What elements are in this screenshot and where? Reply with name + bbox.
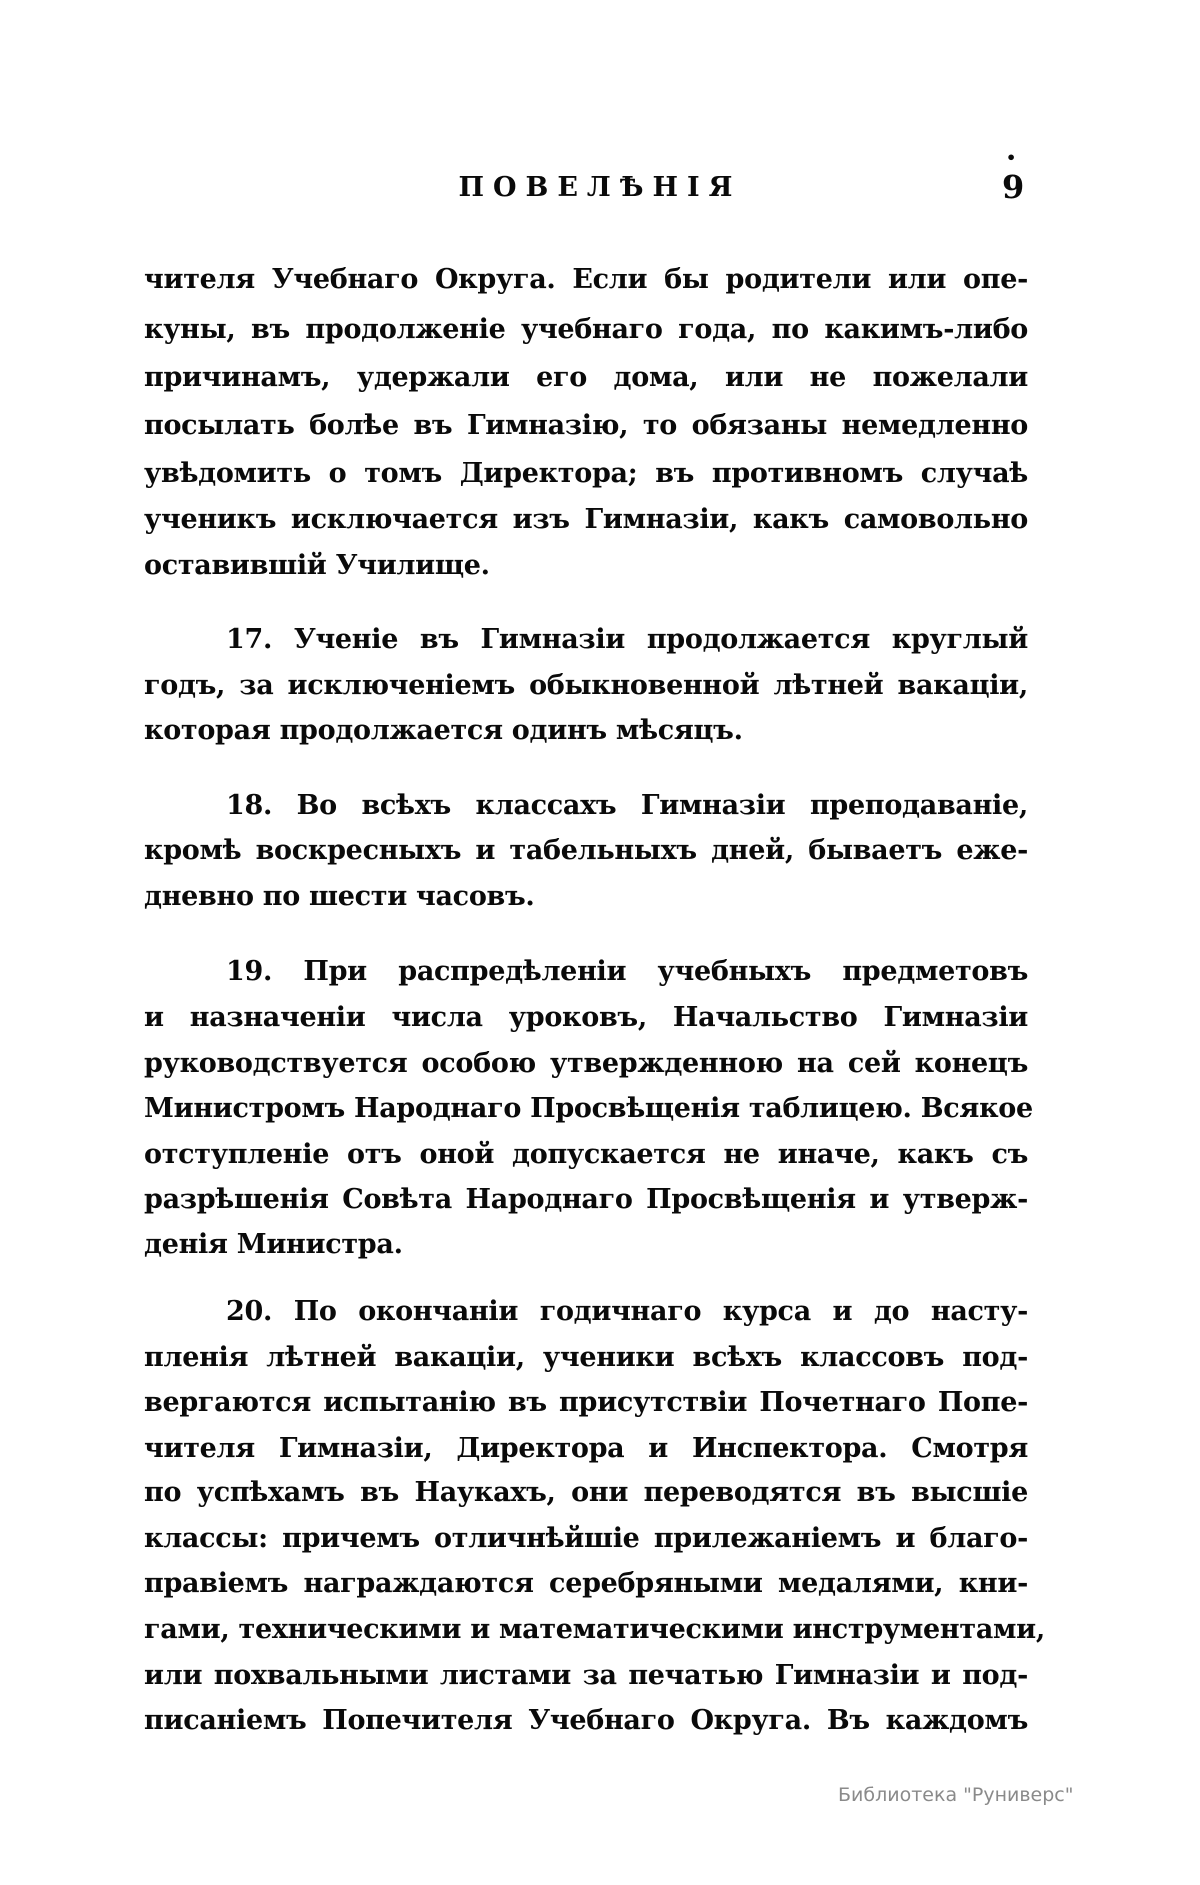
text-line: пленія лѣтней вакаціи, ученики всѣхъ классовъ под- (144, 1342, 1028, 1373)
text-line: посылать болѣе въ Гимназію, то обязаны немедленно (144, 410, 1028, 441)
page-number: 9 (1002, 168, 1025, 206)
text-line: увѣдомить о томъ Директора; въ противномъ случаѣ (144, 458, 1028, 489)
text-line: причинамъ, удержали его дома, или не пожелали (144, 362, 1028, 393)
text-line: 19. При распредѣленіи учебныхъ предметовъ (226, 956, 1028, 987)
text-line: 18. Во всѣхъ классахъ Гимназіи преподаваніе, (226, 790, 1028, 821)
text-line: дневно по шести часовъ. (144, 881, 535, 912)
text-line: руководствуется особою утвержденною на сей конецъ (144, 1048, 1028, 1079)
text-line: разрѣшенія Совѣта Народнаго Просвѣщенія и утверж- (144, 1184, 1028, 1215)
text-line: или похвальными листами за печатью Гимназіи и под- (144, 1660, 1028, 1691)
text-line: годъ, за исключеніемъ обыкновенной лѣтней вакаціи, (144, 670, 1028, 701)
library-watermark: Библиотека "Руниверс" (838, 1784, 1074, 1806)
text-line: Министромъ Народнаго Просвѣщенія таблицею. Всякое (144, 1093, 1033, 1124)
text-line: 20. По окончаніи годичнаго курса и до насту- (226, 1296, 1028, 1327)
printer-mark: • (1006, 148, 1017, 167)
text-line: чителя Гимназіи, Директора и Инспектора. Смотря (144, 1433, 1028, 1464)
text-line: денія Министра. (144, 1229, 403, 1260)
text-line: чителя Учебнаго Округа. Если бы родители или опе- (144, 264, 1028, 295)
text-line: классы: причемъ отличнѣйшіе прилежаніемъ и благо- (144, 1523, 1028, 1554)
text-line: отступленіе отъ оной допускается не иначе, какъ съ (144, 1139, 1028, 1170)
text-line: и назначеніи числа уроковъ, Начальство Гимназіи (144, 1002, 1028, 1033)
text-line: вергаются испытанію въ присутствіи Почетнаго Попе- (144, 1387, 1028, 1418)
text-line: писаніемъ Попечителя Учебнаго Округа. Въ каждомъ (144, 1705, 1028, 1736)
text-line: гами, техническими и математическими инструментами, (144, 1614, 1045, 1645)
text-line: ученикъ исключается изъ Гимназіи, какъ самовольно (144, 504, 1028, 535)
text-line: по успѣхамъ въ Наукахъ, они переводятся въ высшіе (144, 1477, 1028, 1508)
running-header: ПОВЕЛѢНІЯ (458, 172, 742, 203)
text-line: оставившій Училище. (144, 550, 490, 581)
text-line: которая продолжается одинъ мѣсяцъ. (144, 715, 743, 746)
text-line: кромѣ воскресныхъ и табельныхъ дней, бываетъ еже- (144, 835, 1028, 866)
text-line: правіемъ награждаются серебряными медалями, кни- (144, 1568, 1028, 1599)
text-line: куны, въ продолженіе учебнаго года, по какимъ-либо (144, 314, 1028, 345)
text-line: 17. Ученіе въ Гимназіи продолжается круглый (226, 624, 1028, 655)
